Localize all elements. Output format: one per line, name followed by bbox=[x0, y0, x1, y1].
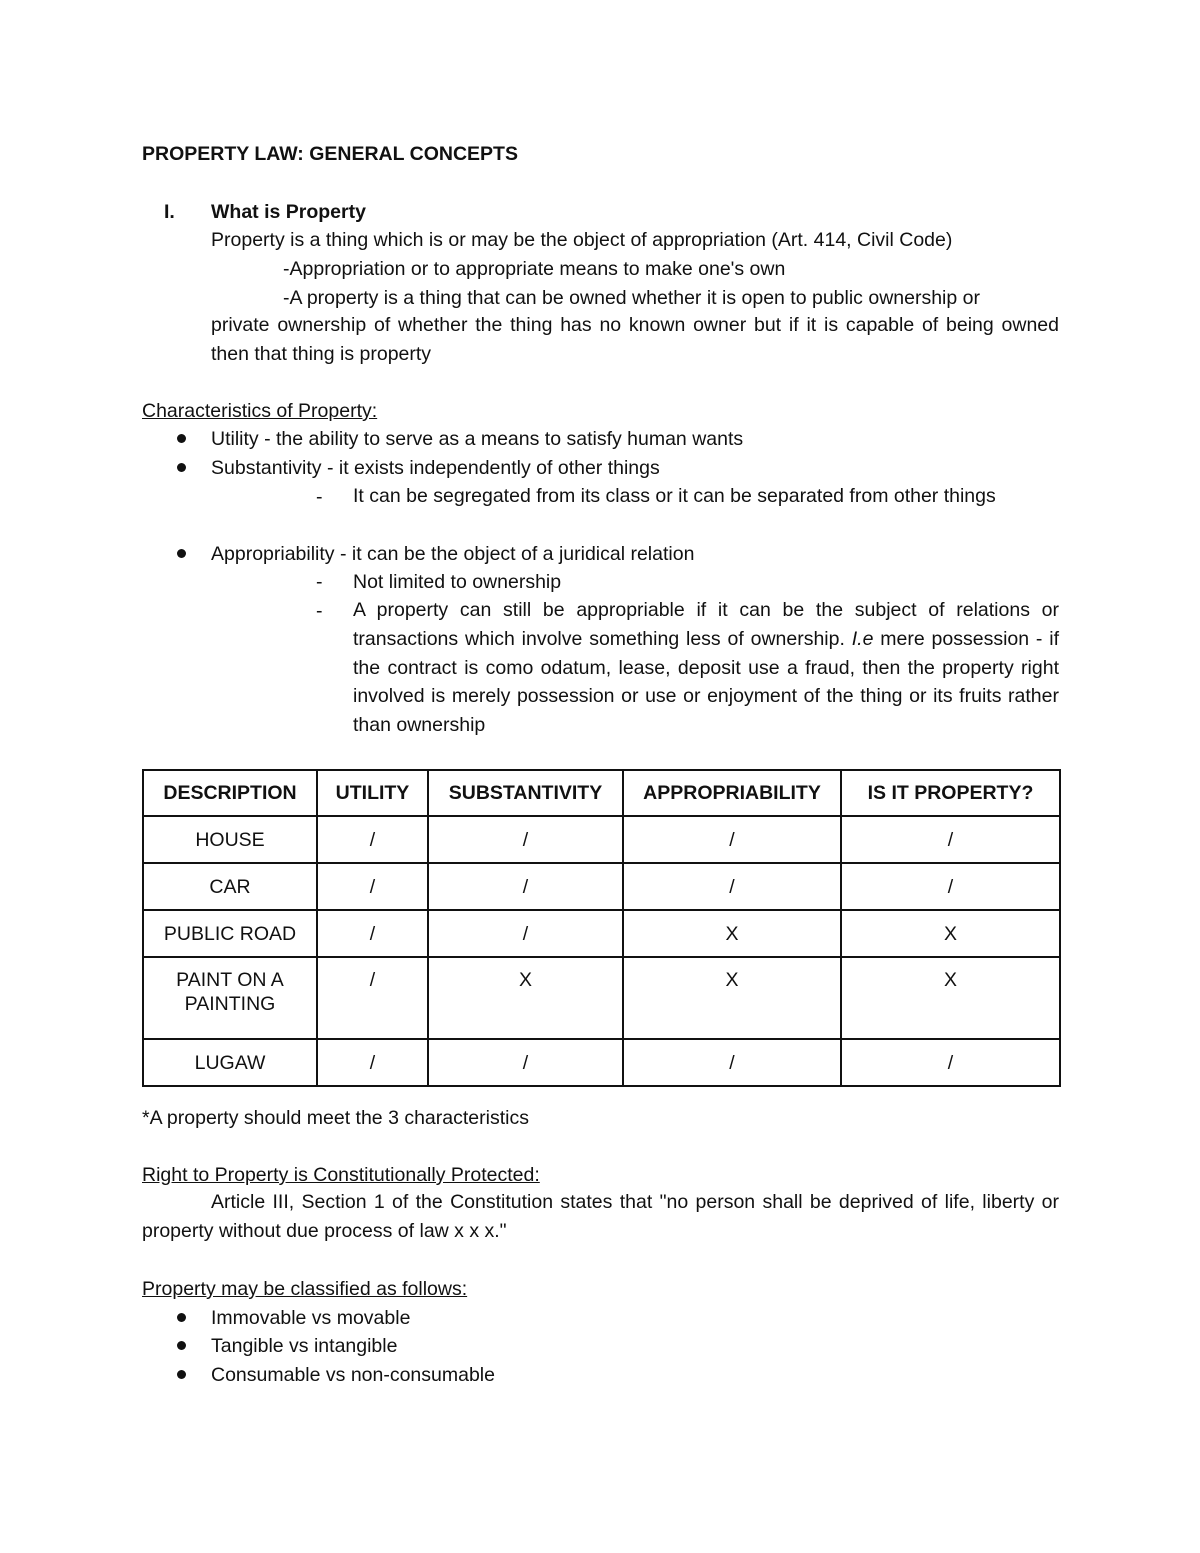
property-characteristics-table bbox=[142, 769, 1061, 1087]
constitution-heading: Right to Property is Constitutionally Protected: bbox=[142, 1164, 540, 1186]
classification-heading: Property may be classified as follows: bbox=[142, 1278, 468, 1300]
cell-description: CAR bbox=[143, 863, 317, 910]
document-title: PROPERTY LAW: GENERAL CONCEPTS bbox=[142, 143, 518, 165]
subpoint-2-text-b: mere possession - if the contract is como odatum, lease, deposit use a fraud, then the property right involved is merely possession or use or enjoyment of the thing or its fruits rather than ownership bbox=[353, 627, 1060, 737]
table-footnote: *A property should meet the 3 characteristics bbox=[142, 1107, 529, 1129]
cell-appropriability: / bbox=[623, 863, 841, 910]
constitution-text: Article III, Section 1 of the Constitution states that "no person shall be deprived of life, liberty or property without due process of law x x x." bbox=[142, 1191, 1059, 1242]
cell-utility: / bbox=[317, 957, 428, 1039]
header-is-it-property: IS IT PROPERTY? bbox=[841, 770, 1060, 816]
cell-description: LUGAW bbox=[143, 1039, 317, 1086]
cell-description: PUBLIC ROAD bbox=[143, 910, 317, 957]
header-appropriability: APPROPRIABILITY bbox=[623, 770, 841, 816]
subpoint-2-text-a: A property can still be appropriable if it can be the subject of relations or transactions which involve something less of ownership. bbox=[353, 599, 1059, 650]
table-header-row bbox=[143, 770, 1060, 816]
cell-is-property: X bbox=[841, 910, 1060, 957]
header-utility: UTILITY bbox=[317, 770, 428, 816]
characteristic-utility: Utility - the ability to serve as a means to satisfy human wants bbox=[211, 428, 744, 450]
table-row bbox=[143, 910, 1060, 957]
bullet-icon bbox=[177, 1341, 186, 1350]
cell-appropriability: / bbox=[623, 816, 841, 863]
ownership-note-rest: private ownership of whether the thing has no known owner but if it is capable of being owned then that thing is property bbox=[211, 314, 1059, 365]
table-row bbox=[143, 863, 1060, 910]
section-numeral: I. bbox=[164, 201, 175, 223]
classification-item: Tangible vs intangible bbox=[211, 1335, 398, 1357]
characteristic-substantivity: Substantivity - it exists independently of other things bbox=[211, 457, 660, 479]
cell-is-property: / bbox=[841, 1039, 1060, 1086]
cell-appropriability: X bbox=[623, 957, 841, 1039]
characteristics-heading: Characteristics of Property: bbox=[142, 400, 378, 422]
property-definition: Property is a thing which is or may be the object of appropriation (Art. 414, Civil Code) bbox=[211, 229, 953, 251]
appropriability-subpoint-1: Not limited to ownership bbox=[353, 571, 562, 593]
cell-is-property: / bbox=[841, 816, 1060, 863]
bullet-icon bbox=[177, 463, 186, 472]
appropriability-subpoint-2 bbox=[353, 596, 1059, 740]
header-substantivity: SUBSTANTIVITY bbox=[428, 770, 623, 816]
bullet-icon bbox=[177, 434, 186, 443]
dash-marker: - bbox=[316, 600, 323, 622]
cell-utility: / bbox=[317, 863, 428, 910]
cell-utility: / bbox=[317, 816, 428, 863]
cell-appropriability: X bbox=[623, 910, 841, 957]
header-description: DESCRIPTION bbox=[143, 770, 317, 816]
subpoint-2-italic: I.e bbox=[851, 627, 874, 650]
section-heading: What is Property bbox=[211, 201, 366, 223]
dash-marker: - bbox=[316, 571, 323, 593]
cell-substantivity: / bbox=[428, 1039, 623, 1086]
cell-substantivity: / bbox=[428, 910, 623, 957]
classification-item: Consumable vs non-consumable bbox=[211, 1364, 495, 1386]
substantivity-subpoint: It can be segregated from its class or it can be separated from other things bbox=[353, 485, 996, 507]
table-row bbox=[143, 1039, 1060, 1086]
appropriation-note: -Appropriation or to appropriate means to make one's own bbox=[283, 258, 786, 280]
table-row bbox=[143, 957, 1060, 1039]
cell-substantivity: X bbox=[428, 957, 623, 1039]
bullet-icon bbox=[177, 549, 186, 558]
cell-appropriability: / bbox=[623, 1039, 841, 1086]
dash-marker: - bbox=[316, 486, 323, 508]
cell-is-property: X bbox=[841, 957, 1060, 1039]
characteristic-appropriability: Appropriability - it can be the object of a juridical relation bbox=[211, 543, 695, 565]
bullet-icon bbox=[177, 1370, 186, 1379]
cell-description: HOUSE bbox=[143, 816, 317, 863]
ownership-note-first-line: -A property is a thing that can be owned whether it is open to public ownership or bbox=[283, 287, 980, 309]
cell-is-property: / bbox=[841, 863, 1060, 910]
cell-substantivity: / bbox=[428, 816, 623, 863]
bullet-icon bbox=[177, 1313, 186, 1322]
classification-item: Immovable vs movable bbox=[211, 1307, 411, 1329]
table-row bbox=[143, 816, 1060, 863]
cell-substantivity: / bbox=[428, 863, 623, 910]
cell-description: PAINT ON A PAINTING bbox=[143, 957, 317, 1039]
cell-utility: / bbox=[317, 910, 428, 957]
cell-utility: / bbox=[317, 1039, 428, 1086]
